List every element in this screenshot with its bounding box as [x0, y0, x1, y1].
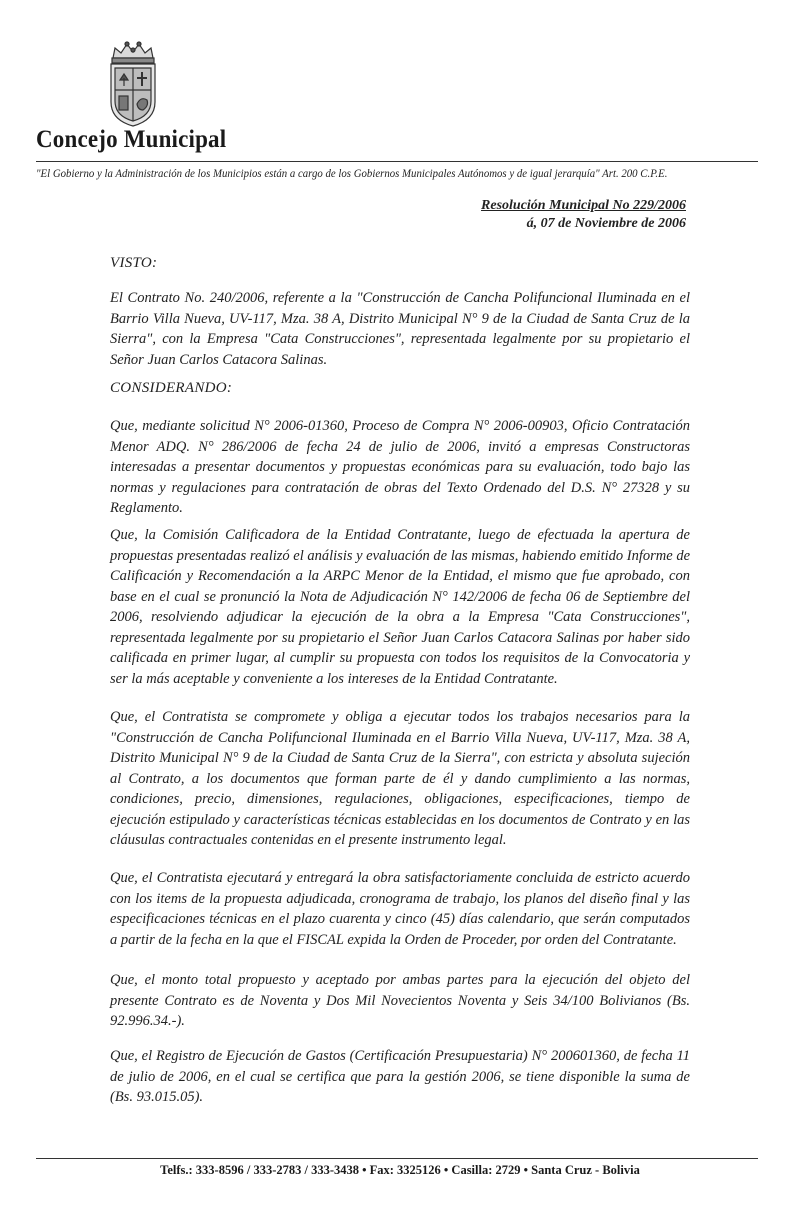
header-divider: [36, 161, 758, 162]
considerando-paragraph-4: Que, el Contratista ejecutará y entregará la obra satisfactoriamente concluida de estricto acuerdo con los items de la propuesta adjudicada, cronograma de trabajo, los planos del diseño final y las especificaciones técnicas en el plazo cuarenta y cinco (45) días calendario, que serán computados a partir de la fecha en la que el FISCAL expida la Orden de Proceder, por orden del Contratante.: [110, 870, 690, 948]
footer-contact: Telfs.: 333-8596 / 333-2783 / 333-3438 • Fax: 3325126 • Casilla: 2729 • Santa Cruz - Bolivia: [160, 1163, 640, 1177]
visto-heading: VISTO:: [110, 255, 158, 271]
resolution-date: á, 07 de Noviembre de 2006: [526, 216, 686, 231]
organization-name: Concejo Municipal: [36, 126, 227, 153]
visto-paragraph: El Contrato No. 240/2006, referente a la "Construcción de Cancha Polifuncional Iluminada en el Barrio Villa Nueva, UV-117, Mza. 38 A, Distrito Municipal N° 9 de la Ciudad de Santa Cruz de la Sierra", con la Empresa "Cata Construcciones", representada legalmente por su propietario el Señor Juan Carlos Catacora Salinas.: [110, 290, 690, 368]
considerando-paragraph-6: Que, el Registro de Ejecución de Gastos (Certificación Presupuestaria) N° 200601360, de fecha 11 de julio de 2006, en el cual se certifica que para la gestión 2006, se tiene disponible la suma de (Bs. 93.015.05).: [110, 1048, 690, 1105]
coat-of-arms-icon: [103, 40, 163, 128]
footer-divider: [36, 1158, 758, 1159]
considerando-paragraph-3: Que, el Contratista se compromete y obliga a ejecutar todos los trabajos necesarios para la "Construcción de Cancha Polifuncional Iluminada en el Barrio Villa Nueva, UV-117, Mza. 38 A, Distrito Municipal N° 9 de la Ciudad de Santa Cruz de la Sierra", con estricta y absoluta sujeción al Contrato, a los documentos que forman parte de él y dando cumplimiento a las normas, condiciones, precio, dimensiones, regulaciones, obligaciones, especificaciones, tiempo de ejecución estipulado y características técnicas establecidas en los documentos de Contrato y en las cláusulas contractuales contenidas en el presente instrumento legal.: [110, 709, 690, 848]
considerando-paragraph-5: Que, el monto total propuesto y aceptado por ambas partes para la ejecución del objeto del presente Contrato es de Noventa y Dos Mil Novecientos Noventa y Seis 34/100 Bolivianos (Bs. 92.996.34.-).: [110, 972, 690, 1029]
considerando-paragraph-1: Que, mediante solicitud N° 2006-01360, Proceso de Compra N° 2006-00903, Oficio Contratación Menor ADQ. N° 286/2006 de fecha 24 de julio de 2006, invitó a empresas Constructoras interesadas a presentar documentos y propuestas económicas para su evaluación, todo bajo las normas y regulaciones para contratación de obras del Texto Ordenado del D.S. N° 27328 y su Reglamento.: [110, 418, 690, 516]
considerando-paragraph-2: Que, la Comisión Calificadora de la Entidad Contratante, luego de efectuada la apertura de propuestas presentadas realizó el análisis y evaluación de las mismas, habiendo emitido Informe de Calificación y Recomendación a la ARPC Menor de la Entidad, el mismo que fue aprobado, con base en el cual se pronunció la Nota de Adjudicación N° 142/2006 de fecha 06 de Septiembre del 2006, resolviendo adjudicar la ejecución de la obra a la Empresa "Cata Construcciones", representada legalmente por su propietario el Señor Juan Carlos Catacora Salinas por haber sido calificada en primer lugar, al cumplir su propuesta con todos los requisitos de la Convocatoria y ser la más aceptable y conveniente a los intereses de la Entidad Contratante.: [110, 527, 690, 687]
resolution-number: Resolución Municipal No 229/2006: [481, 198, 686, 213]
resolution-reference: [481, 197, 686, 233]
considerando-heading: CONSIDERANDO:: [110, 380, 233, 396]
constitution-motto: "El Gobierno y la Administración de los Municipios están a cargo de los Gobiernos Municipales Autónomos y de igual jerarquía" Art. 200 C.P.E.: [36, 168, 668, 180]
